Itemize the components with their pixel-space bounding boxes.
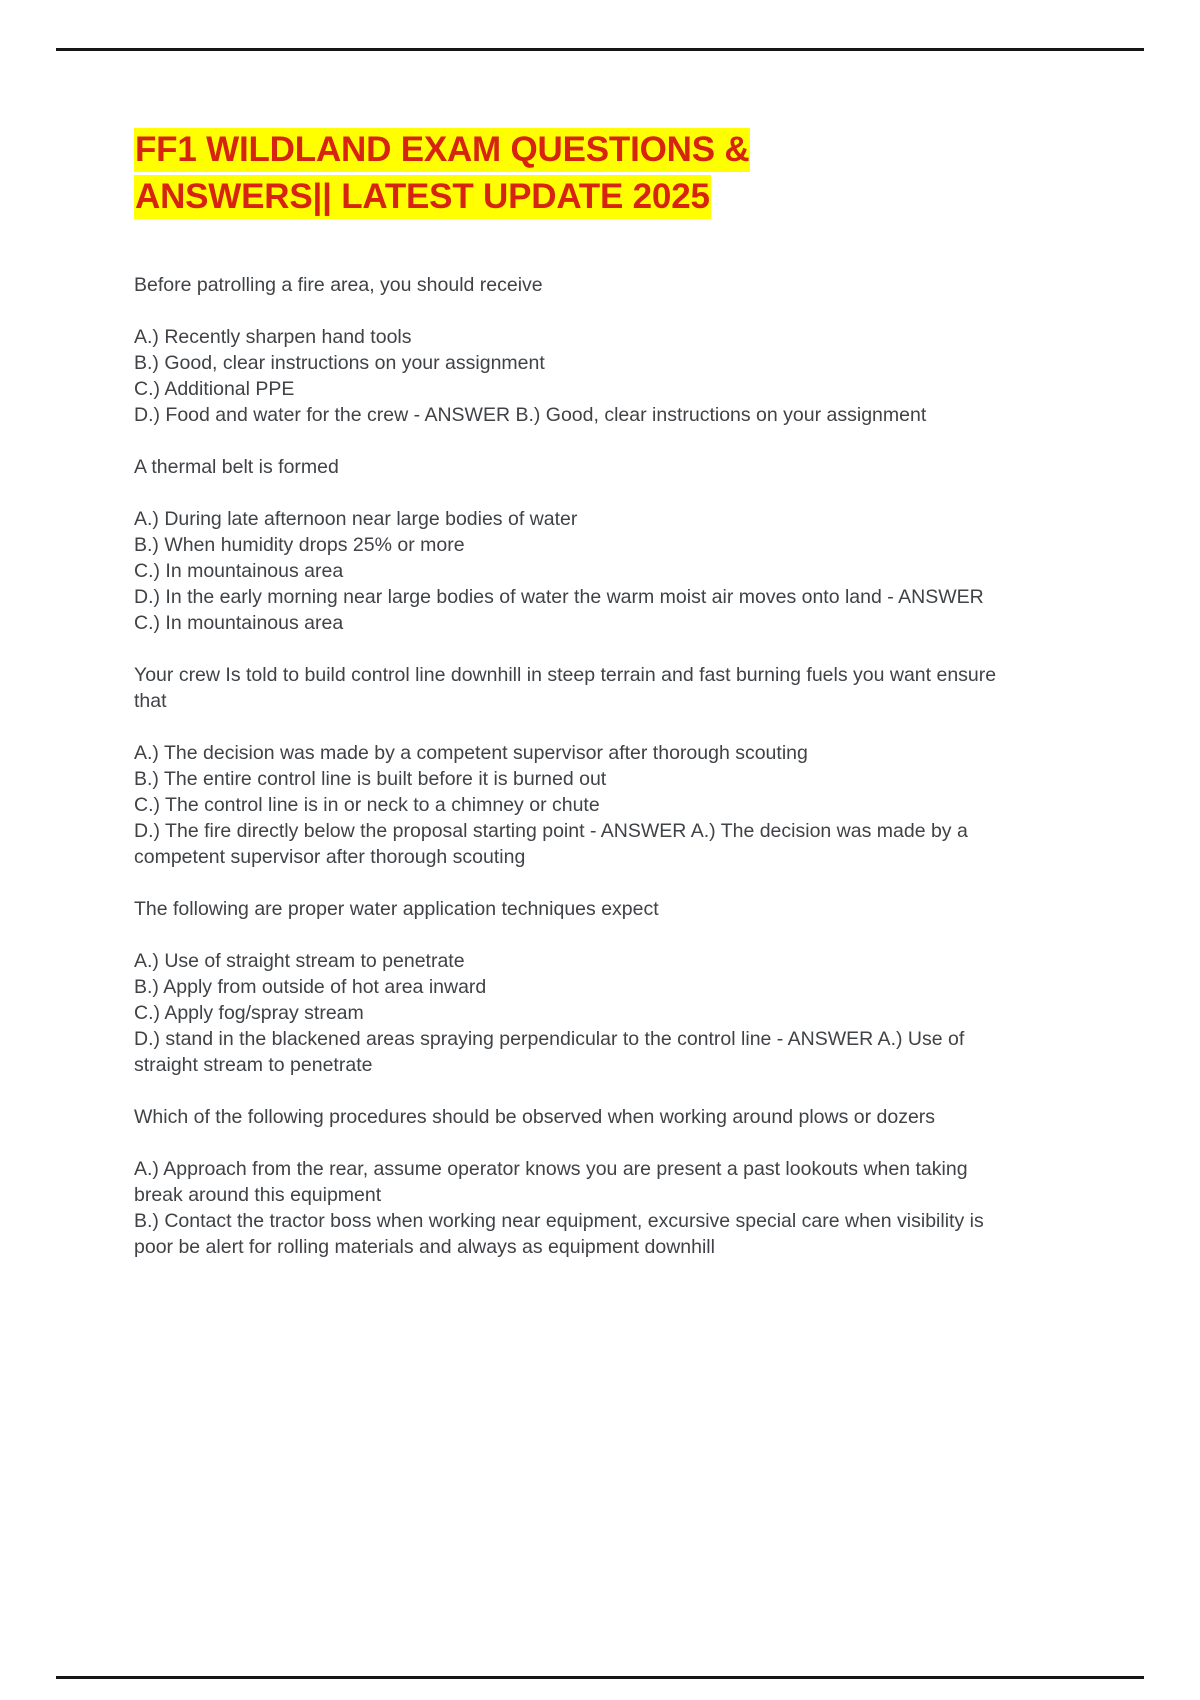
- title-body-spacer: [134, 220, 1014, 246]
- answer-option: B.) The entire control line is built before it is burned out: [134, 768, 607, 790]
- answer-option-with-answer: D.) stand in the blackened areas spraying perpendicular to the control line - ANSWER A.) Use of straight stream to penetrate: [134, 1028, 965, 1076]
- answer-option: A.) Approach from the rear, assume operator knows you are present a past lookouts when taking break around this equipment: [134, 1158, 968, 1206]
- answer-option: B.) Contact the tractor boss when working near equipment, excursive special care when visibility is poor be alert for rolling materials and always as equipment downhill: [134, 1210, 984, 1258]
- answer-option: A.) Recently sharpen hand tools: [134, 326, 412, 348]
- answer-option: A.) The decision was made by a competent supervisor after thorough scouting: [134, 742, 808, 764]
- page-title-line-1: FF1 WILDLAND EXAM QUESTIONS &: [134, 128, 750, 172]
- answer-option: C.) Apply fog/spray stream: [134, 1002, 364, 1024]
- page-title: [134, 126, 1014, 220]
- answer-option-with-answer: D.) In the early morning near large bodies of water the warm moist air moves onto land - ANSWER C.) In mountainous area: [134, 586, 984, 634]
- answer-option-with-answer: D.) The fire directly below the proposal starting point - ANSWER A.) The decision was made by a competent supervisor after thorough scouting: [134, 820, 968, 868]
- answer-option: C.) Additional PPE: [134, 378, 295, 400]
- question-prompt: Which of the following procedures should be observed when working around plows or dozers: [134, 1106, 936, 1128]
- page-top-rule: [56, 48, 1144, 51]
- answer-options-list: [134, 1156, 1014, 1260]
- answer-option: B.) When humidity drops 25% or more: [134, 534, 465, 556]
- answer-option: B.) Apply from outside of hot area inward: [134, 976, 487, 998]
- document-content: [134, 126, 1014, 1260]
- question-prompt: Your crew Is told to build control line downhill in steep terrain and fast burning fuels you want ensure that: [134, 664, 997, 712]
- question-block: [134, 662, 1014, 870]
- answer-option: C.) The control line is in or neck to a chimney or chute: [134, 794, 600, 816]
- question-block: [134, 1104, 1014, 1260]
- answer-options-list: [134, 740, 1014, 870]
- question-prompt: The following are proper water application techniques expect: [134, 898, 659, 920]
- page-title-line-2: ANSWERS|| LATEST UPDATE 2025: [134, 175, 711, 219]
- answer-option: C.) In mountainous area: [134, 560, 344, 582]
- answer-option: A.) Use of straight stream to penetrate: [134, 950, 465, 972]
- answer-options-list: [134, 506, 1014, 636]
- answer-options-list: [134, 948, 1014, 1078]
- question-prompt: A thermal belt is formed: [134, 456, 339, 478]
- question-prompt: Before patrolling a fire area, you should receive: [134, 274, 543, 296]
- question-block: [134, 272, 1014, 428]
- page-bottom-rule: [56, 1676, 1144, 1679]
- answer-option: A.) During late afternoon near large bodies of water: [134, 508, 578, 530]
- answer-options-list: [134, 324, 1014, 428]
- answer-option-with-answer: D.) Food and water for the crew - ANSWER B.) Good, clear instructions on your assignment: [134, 404, 927, 426]
- answer-option: B.) Good, clear instructions on your assignment: [134, 352, 545, 374]
- question-block: [134, 454, 1014, 636]
- question-block: [134, 896, 1014, 1078]
